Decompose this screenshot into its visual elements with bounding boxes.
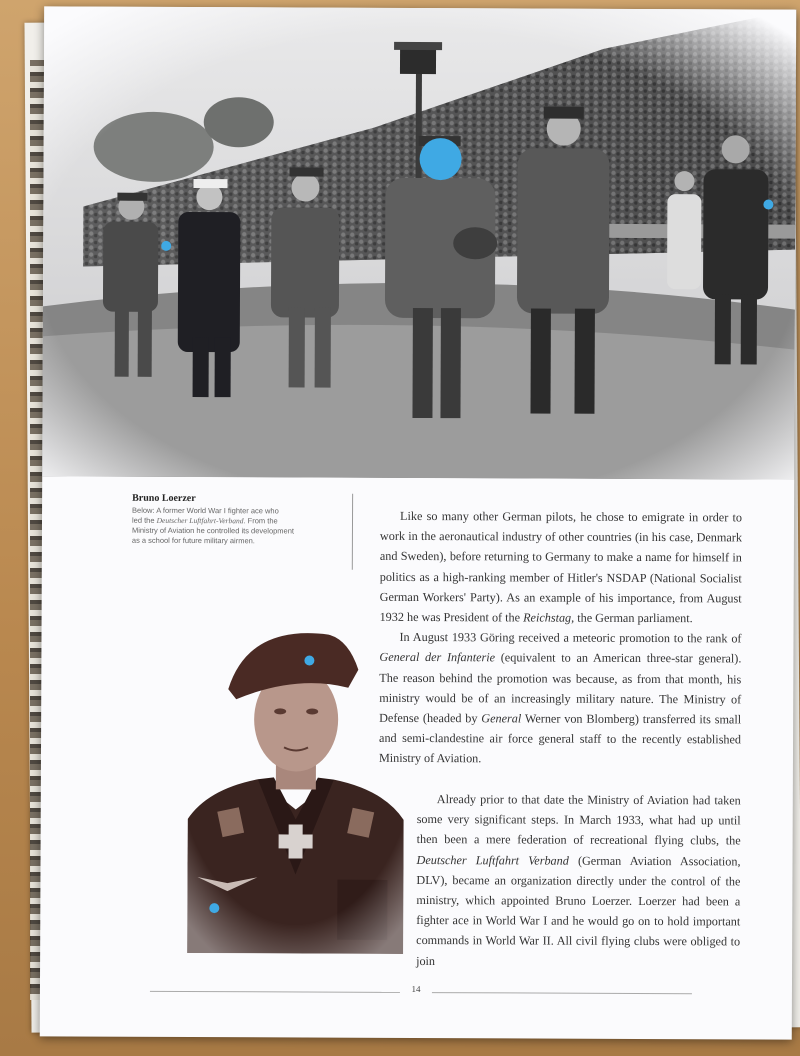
insignia-blur-mark (209, 903, 219, 913)
footer-rule (150, 991, 400, 993)
caption-title: Bruno Loerzer (132, 492, 196, 505)
caption-line: Below: A former World War I fighter ace who (132, 505, 279, 516)
italic-term: General (481, 711, 522, 726)
text-span: Already prior to that date the Ministry of Aviation had taken some very significant steps. In March 1933, what had up until then been a mere federation of recreational flying clubs, the (416, 792, 741, 848)
paragraph (380, 506, 743, 629)
caption-text-span: led the (131, 515, 157, 525)
text-span: In August 1933 Göring received a meteoric promotion to the rank of (399, 630, 742, 646)
book-page (40, 6, 796, 1039)
page-number: 14 (411, 983, 421, 995)
caption-italic: Deutscher Luftfahrt-Verband (156, 515, 244, 526)
text-span: (German Aviation Association, DLV), became an organization directly under the control of the ministry, which appointed Bruno Loerzer. Loerzer had been a fighter ace in World War I and he would go on to hold important commands in World War II. All civil flying clubs were obliged to join (416, 853, 741, 968)
portrait-photograph (187, 619, 404, 954)
text-span: Werner von Blomberg) transferred its small and semi-clandestine air force general staff to the recently established Ministry of Aviation. (378, 711, 742, 766)
body-text (378, 506, 743, 968)
caption-text-span: . From the (243, 516, 278, 526)
caption-line: Ministry of Aviation he controlled its development (131, 525, 295, 536)
text-span: (equivalent to an American three-star general). The reason behind the promotion was because, as from that month, his ministry would be of an increasingly military nature. The Ministry of Defense (headed by (379, 650, 742, 726)
paragraph (416, 789, 741, 972)
face-blur-mark (419, 138, 461, 180)
photo-caption (132, 493, 350, 547)
caption-line: as a school for future military airmen. (131, 535, 255, 546)
italic-term: Reichstag (523, 610, 572, 625)
italic-term: General der Infanterie (379, 650, 496, 665)
footer-rule (432, 992, 692, 994)
insignia-blur-mark (763, 200, 773, 210)
text-span: , the German parliament. (571, 610, 693, 626)
parade-photograph (42, 6, 796, 479)
italic-term: Deutscher Luftfahrt Verband (416, 852, 569, 868)
insignia-blur-mark (304, 656, 314, 666)
caption-text (132, 506, 350, 547)
caption-divider (352, 494, 353, 570)
text-span: Like so many other German pilots, he chose to emigrate in order to work in the aeronautical industry of other countries (in his case, Denmark and Sweden), before returning to Germany to make a name for himself in politics as a high-ranking member of Hitler's NSDAP (National Socialist German Workers' Party). As an example of his importance, from August 1932 he was President of the (379, 508, 743, 625)
insignia-blur-mark (161, 241, 171, 251)
paragraph (379, 627, 742, 770)
